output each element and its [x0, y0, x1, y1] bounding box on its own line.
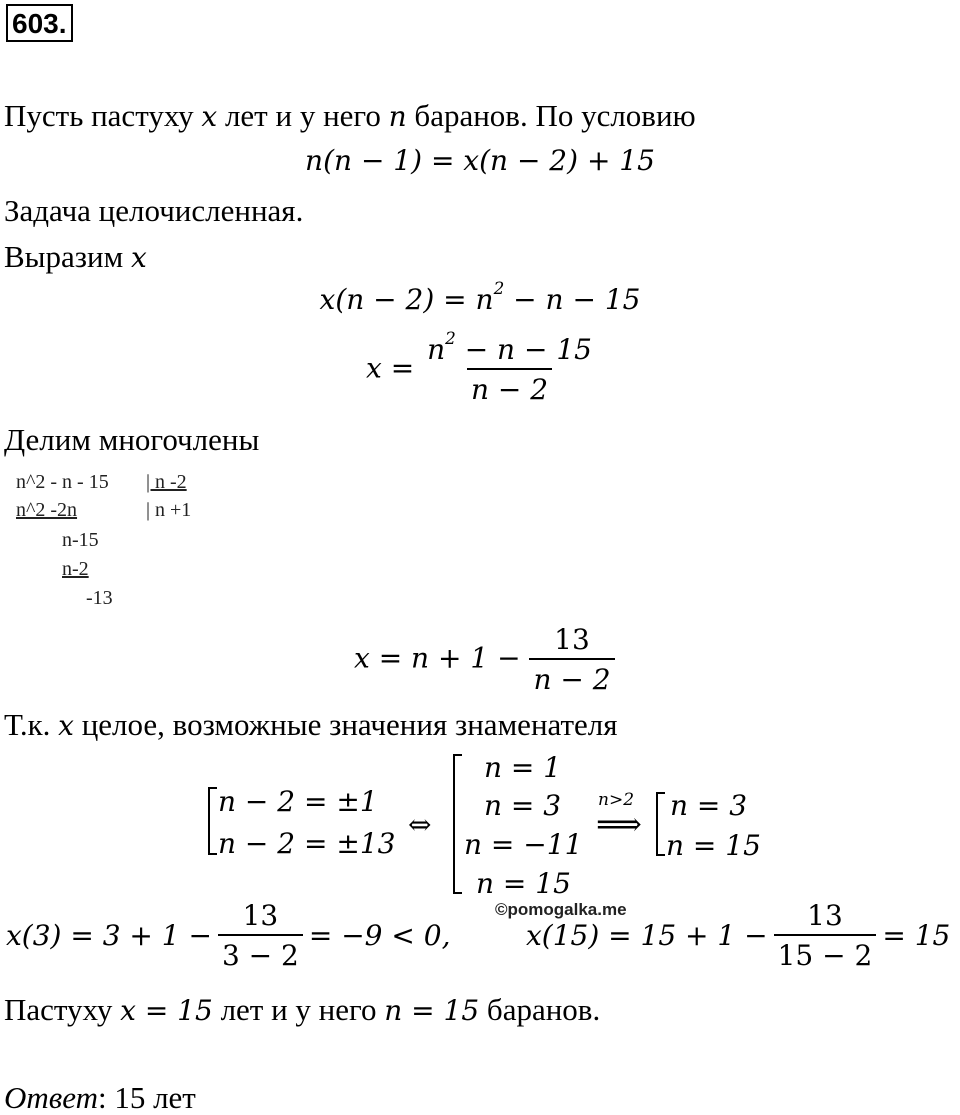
check-n-3: x(3) = 3 + 1 − $\frac{13}{3 - 2}$ = −9 < 0, [6, 899, 451, 972]
answer-label: Ответ [4, 1080, 98, 1115]
integer-note: Задача целочисленная. [4, 193, 304, 228]
intro-var-x: x [201, 100, 218, 133]
right-case-2: n = 15 [666, 829, 761, 862]
condition-label: n>2 [598, 790, 635, 810]
poly-step-1: n^2 -2n [16, 499, 78, 521]
right-case-1: n = 3 [670, 789, 748, 822]
eq2-lhs: x(n − 2) = n [319, 283, 494, 316]
intro-part-2: лет и у него [217, 98, 389, 133]
check1-fraction: $\frac{13}{3 - 2}$ [218, 902, 303, 970]
left-system-bracket [208, 787, 217, 855]
denominator-note: Т.к. x целое, возможные значения знаменателя [4, 707, 618, 742]
eq3-lhs: x = [366, 351, 415, 385]
eq4-denominator: n − 2 [529, 658, 614, 694]
middle-case-3: n = −11 [464, 828, 583, 861]
watermark-text: ©pomogalka.me [495, 900, 627, 919]
eq3-denominator: n − 2 [467, 368, 552, 404]
eq4-fraction [529, 623, 614, 696]
intro-text [4, 100, 696, 131]
middle-system-bracket [453, 754, 462, 894]
left-case-1: n − 2 = ±1 [218, 785, 378, 818]
left-case-2: n − 2 = ±13 [218, 827, 396, 860]
eq3-fraction [423, 327, 596, 406]
check2-fraction: $\frac{13}{15 - 2}$ [774, 902, 877, 970]
problem-number: 603. [6, 4, 73, 42]
poly-divisor: | n -2 [146, 471, 187, 493]
answer-value: : 15 лет [97, 1080, 196, 1115]
middle-case-4: n = 15 [476, 867, 571, 900]
equation-condition: n(n − 1) = x(n − 2) + 15 [305, 144, 655, 177]
equivalence-symbol: ⇔ [408, 808, 432, 841]
equation-x-result [354, 623, 615, 696]
eq2-exponent: 2 [493, 277, 505, 298]
poly-step-2: n-2 [62, 558, 89, 580]
intro-part-1: Пусть пастуху [4, 98, 202, 133]
check-n-15: x(15) = 15 + 1 − $\frac{13}{15 - 2}$ = 15 [526, 899, 951, 972]
express-text: Выразим [4, 239, 131, 274]
implies-arrow: ⟹ [596, 805, 642, 843]
middle-case-2: n = 3 [484, 789, 562, 822]
poly-dividend: n^2 - n - 15 [16, 471, 109, 493]
equation-expanded [0, 277, 960, 316]
eq3-numerator: $n^2 - n - 15$ [427, 327, 592, 366]
eq4-numerator: 13 [554, 623, 590, 656]
poly-quotient: | n +1 [146, 499, 192, 521]
eq4-lhs: x = n + 1 − [354, 641, 521, 675]
divide-label: Делим многочлены [4, 422, 260, 457]
conclusion-text: Пастуху x = 15 лет и у него n = 15 баранов. [4, 992, 601, 1027]
answer-line [4, 1082, 196, 1113]
poly-remainder: -13 [86, 587, 113, 609]
express-x-label [4, 241, 147, 272]
intro-var-n: n [388, 100, 407, 133]
poly-remainder-1: n-15 [62, 529, 99, 551]
middle-case-1: n = 1 [484, 751, 562, 784]
equation-x-fraction [366, 327, 596, 406]
intro-part-3: баранов. По условию [406, 98, 696, 133]
right-system-bracket [656, 792, 665, 856]
express-var: x [130, 241, 147, 274]
eq2-rhs: − n − 15 [504, 283, 641, 316]
